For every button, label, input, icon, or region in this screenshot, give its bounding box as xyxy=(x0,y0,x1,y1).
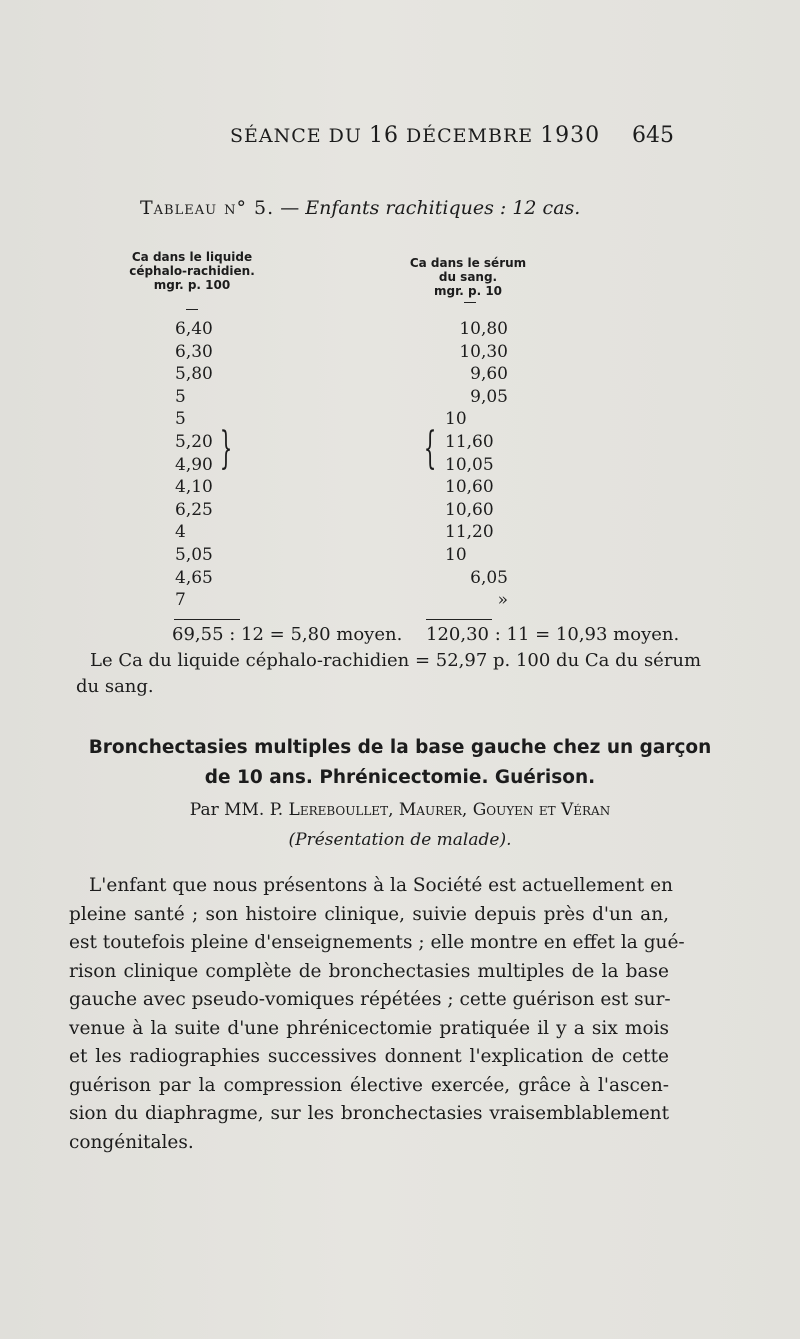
table-cell: 5,05 xyxy=(175,544,213,565)
table-cell: 10,05 xyxy=(445,454,494,475)
running-title-month: DÉCEMBRE xyxy=(406,125,534,147)
table-label: Tableau n° 5. xyxy=(140,197,275,219)
article-title-line: de 10 ans. Phrénicectomie. Guérison. xyxy=(204,767,596,788)
table-cell: 5 xyxy=(175,386,186,407)
right-header-line: mgr. p. 10 xyxy=(433,284,503,298)
body-line: rison clinique complète de bronchectasies multiples de la base xyxy=(69,960,669,982)
left-column-header xyxy=(112,250,272,292)
table-note xyxy=(76,648,702,700)
table-cell: 5,80 xyxy=(175,364,213,385)
body-line: pleine santé ; son histoire clinique, suivie depuis près d'un an, xyxy=(69,903,669,925)
left-column-values xyxy=(175,318,213,612)
right-header-line: Ca dans le sérum xyxy=(409,256,527,270)
running-title-day: 16 xyxy=(368,123,399,148)
right-header-dash xyxy=(464,302,476,303)
left-sum-rule xyxy=(174,619,240,620)
left-brace: } xyxy=(219,423,233,474)
table-cell: 5,20 xyxy=(175,431,213,452)
right-sum: 120,30 : 11 = 10,93 moyen. xyxy=(426,624,680,645)
body-line: est toutefois pleine d'enseignements ; elle montre en effet la gué- xyxy=(69,932,685,953)
table-cell: 10 xyxy=(445,544,467,565)
table-cell: 10,30 xyxy=(459,341,508,362)
article-authors xyxy=(60,800,740,820)
table-cell: 6,30 xyxy=(175,341,213,362)
table-cell: 11,60 xyxy=(445,431,494,452)
table-cell: 10,60 xyxy=(445,499,494,520)
left-sum: 69,55 : 12 = 5,80 moyen. xyxy=(172,624,403,645)
table-cell: 4,90 xyxy=(175,454,213,475)
article-body xyxy=(69,872,685,1157)
table-cell: 11,20 xyxy=(445,522,494,543)
table-cell: 6,05 xyxy=(470,567,508,588)
table-cell: 10,80 xyxy=(459,319,508,339)
left-header-line: Ca dans le liquide xyxy=(131,250,253,264)
table-title xyxy=(140,197,580,219)
authors-prefix: Par MM. xyxy=(189,800,265,820)
body-line: sion du diaphragme, sur les bronchectasies vraisemblablement xyxy=(69,1103,669,1124)
right-header-line: du sang. xyxy=(438,270,498,284)
table-cell: » xyxy=(497,590,508,611)
body-line: guérison par la compression élective exercée, grâce à l'ascen- xyxy=(69,1074,669,1096)
left-header-line: mgr. p. 100 xyxy=(153,278,231,292)
right-sum-rule xyxy=(426,619,492,620)
table-cell: 7 xyxy=(175,590,186,611)
body-line: venue à la suite d'une phrénicectomie pratiquée il y a six mois xyxy=(69,1017,669,1039)
table-cell: 6,40 xyxy=(175,319,213,339)
table-cell: 4 xyxy=(175,522,186,543)
article-presentation: (Présentation de malade). xyxy=(288,830,512,850)
left-header-dash xyxy=(186,309,198,310)
table-cell: 9,05 xyxy=(470,386,508,407)
body-line: congénitales. xyxy=(69,1131,194,1153)
table-cell: 4,65 xyxy=(175,567,213,588)
running-title-year: 1930 xyxy=(540,123,601,148)
article-title-line: Bronchectasies multiples de la base gauche chez un garçon xyxy=(88,737,712,758)
page-header xyxy=(0,123,800,153)
table-cell: 6,25 xyxy=(175,499,213,520)
authors-names: P. Lereboullet, Maurer, Gouyen et Véran xyxy=(269,800,611,820)
page-number: 645 xyxy=(632,123,674,148)
right-column-values xyxy=(428,318,508,612)
table-cell: 10 xyxy=(445,409,467,430)
left-header-line: céphalo-rachidien. xyxy=(129,264,255,278)
right-brace: { xyxy=(423,423,437,474)
body-line: et les radiographies successives donnent l'explication de cette xyxy=(69,1046,669,1067)
table-cell: 10,60 xyxy=(445,477,494,498)
body-line: L'enfant que nous présentons à la Société est actuellement en xyxy=(89,875,673,896)
running-title-prefix: SÉANCE DU xyxy=(230,125,362,147)
note-line: du sang. xyxy=(76,676,154,697)
table-cell: 9,60 xyxy=(470,364,508,385)
note-line: Le Ca du liquide céphalo-rachidien = 52,97 p. 100 du Ca du sérum xyxy=(90,650,702,671)
table-caption: Enfants rachitiques : 12 cas. xyxy=(305,197,581,219)
table-cell: 4,10 xyxy=(175,477,213,498)
table-cell: 5 xyxy=(175,409,186,430)
running-title xyxy=(230,123,600,148)
table-title-separator: — xyxy=(280,197,300,219)
body-line: gauche avec pseudo-vomiques répétées ; cette guérison est sur- xyxy=(69,989,671,1010)
right-column-header xyxy=(388,256,548,298)
